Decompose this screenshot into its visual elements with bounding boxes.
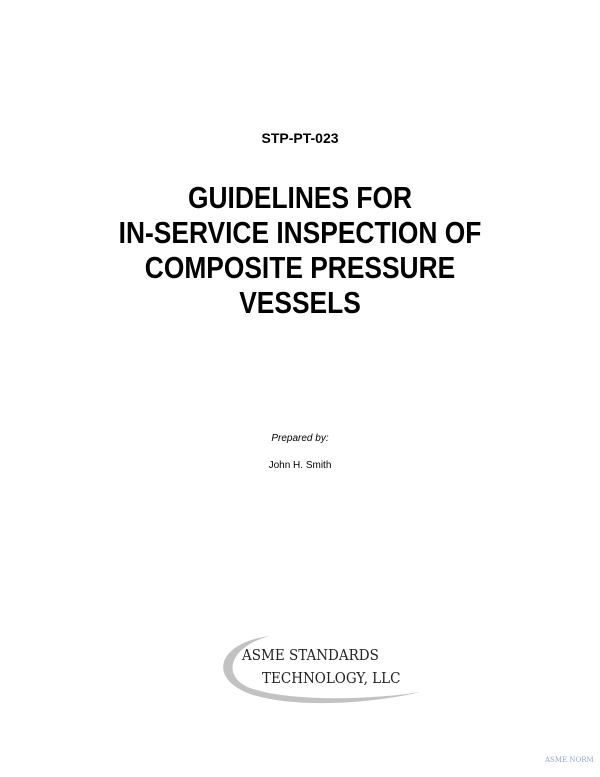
title-line: COMPOSITE PRESSURE — [144, 250, 456, 285]
prepared-by-label: Prepared by: — [271, 433, 329, 444]
title-line: GUIDELINES FOR — [187, 180, 412, 215]
watermark: ASME NORM — [545, 756, 594, 764]
asme-standards-technology-logo — [210, 632, 425, 704]
title-line: VESSELS — [239, 285, 361, 320]
logo-line-2: TECHNOLOGY, LLC — [262, 669, 401, 687]
title-line: IN-SERVICE INSPECTION OF — [118, 215, 482, 250]
author-name: John H. Smith — [268, 460, 332, 471]
logo-swoosh-icon — [210, 632, 425, 704]
document-title — [45, 180, 555, 320]
logo-line-1: ASME STANDARDS — [242, 646, 379, 664]
report-number: STP-PT-023 — [261, 130, 339, 146]
